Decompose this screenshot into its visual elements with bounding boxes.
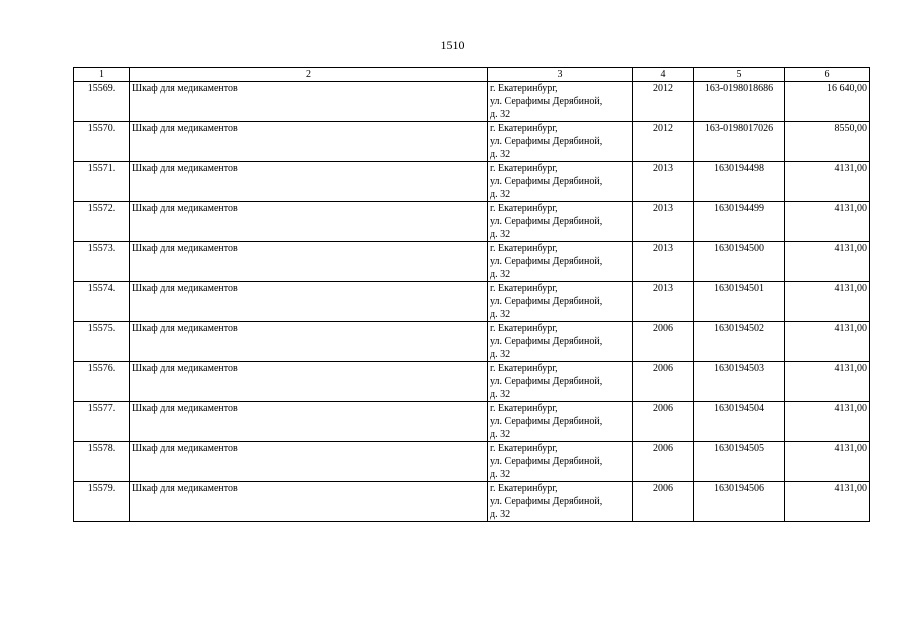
column-header-4: 4: [633, 68, 694, 82]
address-line: г. Екатеринбург,: [490, 203, 558, 214]
inventory-number-cell: 163-0198017026: [694, 122, 785, 162]
cost-cell: 16 640,00: [785, 82, 870, 122]
column-header-6: 6: [785, 68, 870, 82]
address-line: д. 32: [490, 349, 511, 360]
address-line: ул. Серафимы Дерябиной,: [490, 376, 603, 387]
year-cell: 2013: [633, 282, 694, 322]
table-row: [74, 482, 870, 522]
row-number-cell: 15570.: [74, 122, 130, 162]
row-number-cell: 15572.: [74, 202, 130, 242]
address-cell: [488, 282, 633, 322]
inventory-number-cell: 1630194498: [694, 162, 785, 202]
address-line: г. Екатеринбург,: [490, 83, 558, 94]
table-header-row: [74, 68, 870, 82]
address-line: ул. Серафимы Дерябиной,: [490, 256, 603, 267]
table-row: [74, 122, 870, 162]
column-header-1: 1: [74, 68, 130, 82]
table-row: [74, 282, 870, 322]
item-name-cell: Шкаф для медикаментов: [130, 482, 488, 522]
table-row: [74, 442, 870, 482]
year-cell: 2013: [633, 202, 694, 242]
item-name-cell: Шкаф для медикаментов: [130, 242, 488, 282]
address-line: д. 32: [490, 229, 511, 240]
year-cell: 2012: [633, 122, 694, 162]
address-line: г. Екатеринбург,: [490, 283, 558, 294]
row-number-cell: 15579.: [74, 482, 130, 522]
property-registry-table: [73, 67, 870, 522]
address-line: д. 32: [490, 509, 511, 520]
address-line: ул. Серафимы Дерябиной,: [490, 136, 603, 147]
address-line: г. Екатеринбург,: [490, 243, 558, 254]
cost-cell: 4131,00: [785, 162, 870, 202]
year-cell: 2006: [633, 442, 694, 482]
address-cell: [488, 82, 633, 122]
address-line: д. 32: [490, 269, 511, 280]
address-cell: [488, 442, 633, 482]
year-cell: 2012: [633, 82, 694, 122]
item-name-cell: Шкаф для медикаментов: [130, 442, 488, 482]
address-line: ул. Серафимы Дерябиной,: [490, 176, 603, 187]
inventory-number-cell: 1630194506: [694, 482, 785, 522]
address-cell: [488, 242, 633, 282]
inventory-number-cell: 1630194501: [694, 282, 785, 322]
address-line: ул. Серафимы Дерябиной,: [490, 296, 603, 307]
address-cell: [488, 162, 633, 202]
year-cell: 2006: [633, 402, 694, 442]
address-line: г. Екатеринбург,: [490, 443, 558, 454]
item-name-cell: Шкаф для медикаментов: [130, 202, 488, 242]
row-number-cell: 15576.: [74, 362, 130, 402]
address-line: г. Екатеринбург,: [490, 123, 558, 134]
cost-cell: 4131,00: [785, 482, 870, 522]
address-line: д. 32: [490, 309, 511, 320]
address-line: д. 32: [490, 189, 511, 200]
item-name-cell: Шкаф для медикаментов: [130, 402, 488, 442]
cost-cell: 4131,00: [785, 362, 870, 402]
table-row: [74, 242, 870, 282]
row-number-cell: 15569.: [74, 82, 130, 122]
item-name-cell: Шкаф для медикаментов: [130, 362, 488, 402]
inventory-number-cell: 1630194499: [694, 202, 785, 242]
row-number-cell: 15571.: [74, 162, 130, 202]
year-cell: 2006: [633, 362, 694, 402]
address-line: ул. Серафимы Дерябиной,: [490, 456, 603, 467]
address-line: ул. Серафимы Дерябиной,: [490, 416, 603, 427]
inventory-number-cell: 1630194505: [694, 442, 785, 482]
cost-cell: 4131,00: [785, 202, 870, 242]
row-number-cell: 15577.: [74, 402, 130, 442]
row-number-cell: 15578.: [74, 442, 130, 482]
row-number-cell: 15574.: [74, 282, 130, 322]
cost-cell: 4131,00: [785, 442, 870, 482]
table-row: [74, 322, 870, 362]
address-cell: [488, 322, 633, 362]
item-name-cell: Шкаф для медикаментов: [130, 322, 488, 362]
cost-cell: 4131,00: [785, 402, 870, 442]
page-number: 1510: [440, 38, 465, 52]
address-line: г. Екатеринбург,: [490, 403, 558, 414]
address-line: д. 32: [490, 389, 511, 400]
address-line: ул. Серафимы Дерябиной,: [490, 96, 603, 107]
address-line: д. 32: [490, 429, 511, 440]
address-line: ул. Серафимы Дерябиной,: [490, 216, 603, 227]
year-cell: 2013: [633, 242, 694, 282]
cost-cell: 4131,00: [785, 282, 870, 322]
item-name-cell: Шкаф для медикаментов: [130, 162, 488, 202]
row-number-cell: 15573.: [74, 242, 130, 282]
address-line: г. Екатеринбург,: [490, 483, 558, 494]
item-name-cell: Шкаф для медикаментов: [130, 122, 488, 162]
address-line: г. Екатеринбург,: [490, 323, 558, 334]
table-row: [74, 402, 870, 442]
year-cell: 2006: [633, 322, 694, 362]
address-cell: [488, 202, 633, 242]
cost-cell: 8550,00: [785, 122, 870, 162]
cost-cell: 4131,00: [785, 242, 870, 282]
address-line: д. 32: [490, 149, 511, 160]
table-row: [74, 162, 870, 202]
table-row: [74, 82, 870, 122]
address-line: д. 32: [490, 109, 511, 120]
inventory-number-cell: 1630194500: [694, 242, 785, 282]
address-line: г. Екатеринбург,: [490, 363, 558, 374]
column-header-5: 5: [694, 68, 785, 82]
address-line: д. 32: [490, 469, 511, 480]
table-row: [74, 202, 870, 242]
address-line: ул. Серафимы Дерябиной,: [490, 336, 603, 347]
address-cell: [488, 482, 633, 522]
table-row: [74, 362, 870, 402]
column-header-3: 3: [488, 68, 633, 82]
inventory-number-cell: 1630194503: [694, 362, 785, 402]
address-line: г. Екатеринбург,: [490, 163, 558, 174]
column-header-2: 2: [130, 68, 488, 82]
address-cell: [488, 402, 633, 442]
address-cell: [488, 122, 633, 162]
address-line: ул. Серафимы Дерябиной,: [490, 496, 603, 507]
inventory-number-cell: 163-0198018686: [694, 82, 785, 122]
item-name-cell: Шкаф для медикаментов: [130, 82, 488, 122]
item-name-cell: Шкаф для медикаментов: [130, 282, 488, 322]
year-cell: 2013: [633, 162, 694, 202]
cost-cell: 4131,00: [785, 322, 870, 362]
inventory-number-cell: 1630194502: [694, 322, 785, 362]
inventory-number-cell: 1630194504: [694, 402, 785, 442]
table-body: [74, 82, 870, 522]
address-cell: [488, 362, 633, 402]
row-number-cell: 15575.: [74, 322, 130, 362]
year-cell: 2006: [633, 482, 694, 522]
